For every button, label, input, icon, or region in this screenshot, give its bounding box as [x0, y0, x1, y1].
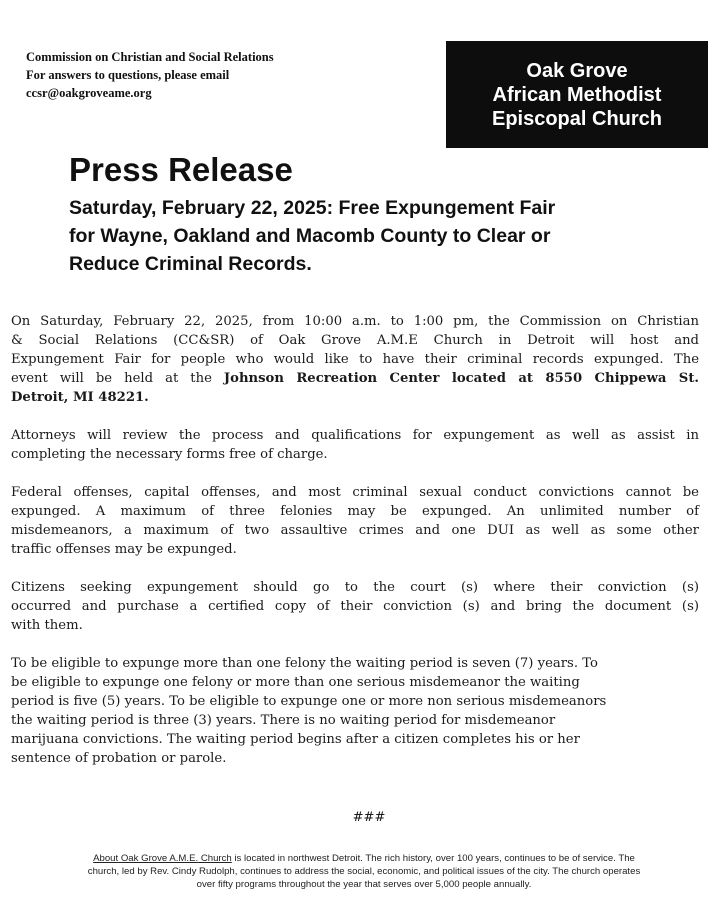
- text-line: sentence of probation or parole.: [11, 751, 227, 766]
- text-line: [11, 388, 699, 407]
- text-line: expunged. A maximum of three felonies may be expunged. An unlimited number of: [11, 504, 699, 519]
- footer-line: [20, 852, 708, 865]
- text-line: completing the necessary forms free of charge.: [11, 447, 328, 462]
- contact-block: [26, 48, 274, 102]
- text-line: period is five (5) years. To be eligible to expunge one or more non serious misdemeanors: [11, 694, 607, 709]
- paragraph-event-details: [11, 312, 699, 407]
- paragraph-attorneys: [11, 426, 699, 464]
- venue-address: Johnson Recreation Center located at 8550 Chippewa St.: [223, 371, 699, 386]
- end-of-release-mark: ###: [352, 810, 386, 825]
- text-line: marijuana convictions. The waiting period begins after a citizen completes his or her: [11, 732, 580, 747]
- press-release-body: [11, 312, 699, 787]
- text-line: the waiting period is three (3) years. There is no waiting period for misdemeanor: [11, 713, 556, 728]
- headline-line-2: for Wayne, Oakland and Macomb County to Clear or: [69, 225, 551, 247]
- about-footer: [20, 852, 708, 891]
- text-line: & Social Relations (CC&SR) of Oak Grove A.M.E Church in Detroit will host and: [11, 333, 699, 348]
- text-line: Attorneys will review the process and qualifications for expungement as well as assist in: [11, 428, 699, 443]
- about-church-link[interactable]: About Oak Grove A.M.E. Church: [93, 853, 232, 864]
- church-name-line-2: African Methodist: [492, 83, 662, 106]
- commission-name: Commission on Christian and Social Relations: [26, 50, 274, 64]
- text-line: traffic offenses may be expunged.: [11, 542, 237, 557]
- text-line: occurred and purchase a certified copy of their conviction (s) and bring the document (s): [11, 599, 699, 614]
- text-line: On Saturday, February 22, 2025, from 10:00 a.m. to 1:00 pm, the Commission on Christian: [11, 314, 699, 329]
- footer-line: church, led by Rev. Cindy Rudolph, continues to address the social, economic, and political issues of the city. The church operates: [87, 866, 641, 877]
- contact-email: ccsr@oakgroveame.org: [26, 86, 152, 100]
- text-line: be eligible to expunge one felony or more than one serious misdemeanor the waiting: [11, 675, 580, 690]
- headline-line-1: Saturday, February 22, 2025: Free Expungement Fair: [69, 197, 556, 219]
- venue-city: Detroit, MI 48221.: [11, 390, 149, 405]
- paragraph-waiting-periods: [11, 654, 699, 768]
- text-line: Federal offenses, capital offenses, and most criminal sexual conduct convictions cannot be: [11, 485, 699, 500]
- footer-text: is located in northwest Detroit. The rich history, over 100 years, continues to be of service. The: [231, 853, 635, 864]
- text-line: Citizens seeking expungement should go to the court (s) where their conviction (s): [11, 580, 699, 595]
- contact-instructions: For answers to questions, please email: [26, 68, 230, 82]
- text-line: Expungement Fair for people who would like to have their criminal records expunged. The: [11, 352, 699, 367]
- document-title: Press Release: [69, 151, 293, 188]
- church-name-banner: [446, 41, 708, 148]
- headline-line-3: Reduce Criminal Records.: [69, 253, 312, 275]
- text-line: misdemeanors, a maximum of two assaultive crimes and one DUI as well as some other: [11, 523, 699, 538]
- paragraph-eligible-offenses: [11, 483, 699, 559]
- text-line: with them.: [11, 618, 83, 633]
- church-name-line-1: Oak Grove: [526, 59, 628, 82]
- paragraph-court-documents: [11, 578, 699, 635]
- footer-line: over fifty programs throughout the year that serves over 5,000 people annually.: [196, 879, 532, 890]
- text-span: event will be held at the: [11, 371, 224, 386]
- text-line: [11, 369, 699, 388]
- church-name-line-3: Episcopal Church: [491, 107, 663, 130]
- headline: [69, 194, 709, 278]
- text-line: To be eligible to expunge more than one felony the waiting period is seven (7) years. To: [11, 656, 598, 671]
